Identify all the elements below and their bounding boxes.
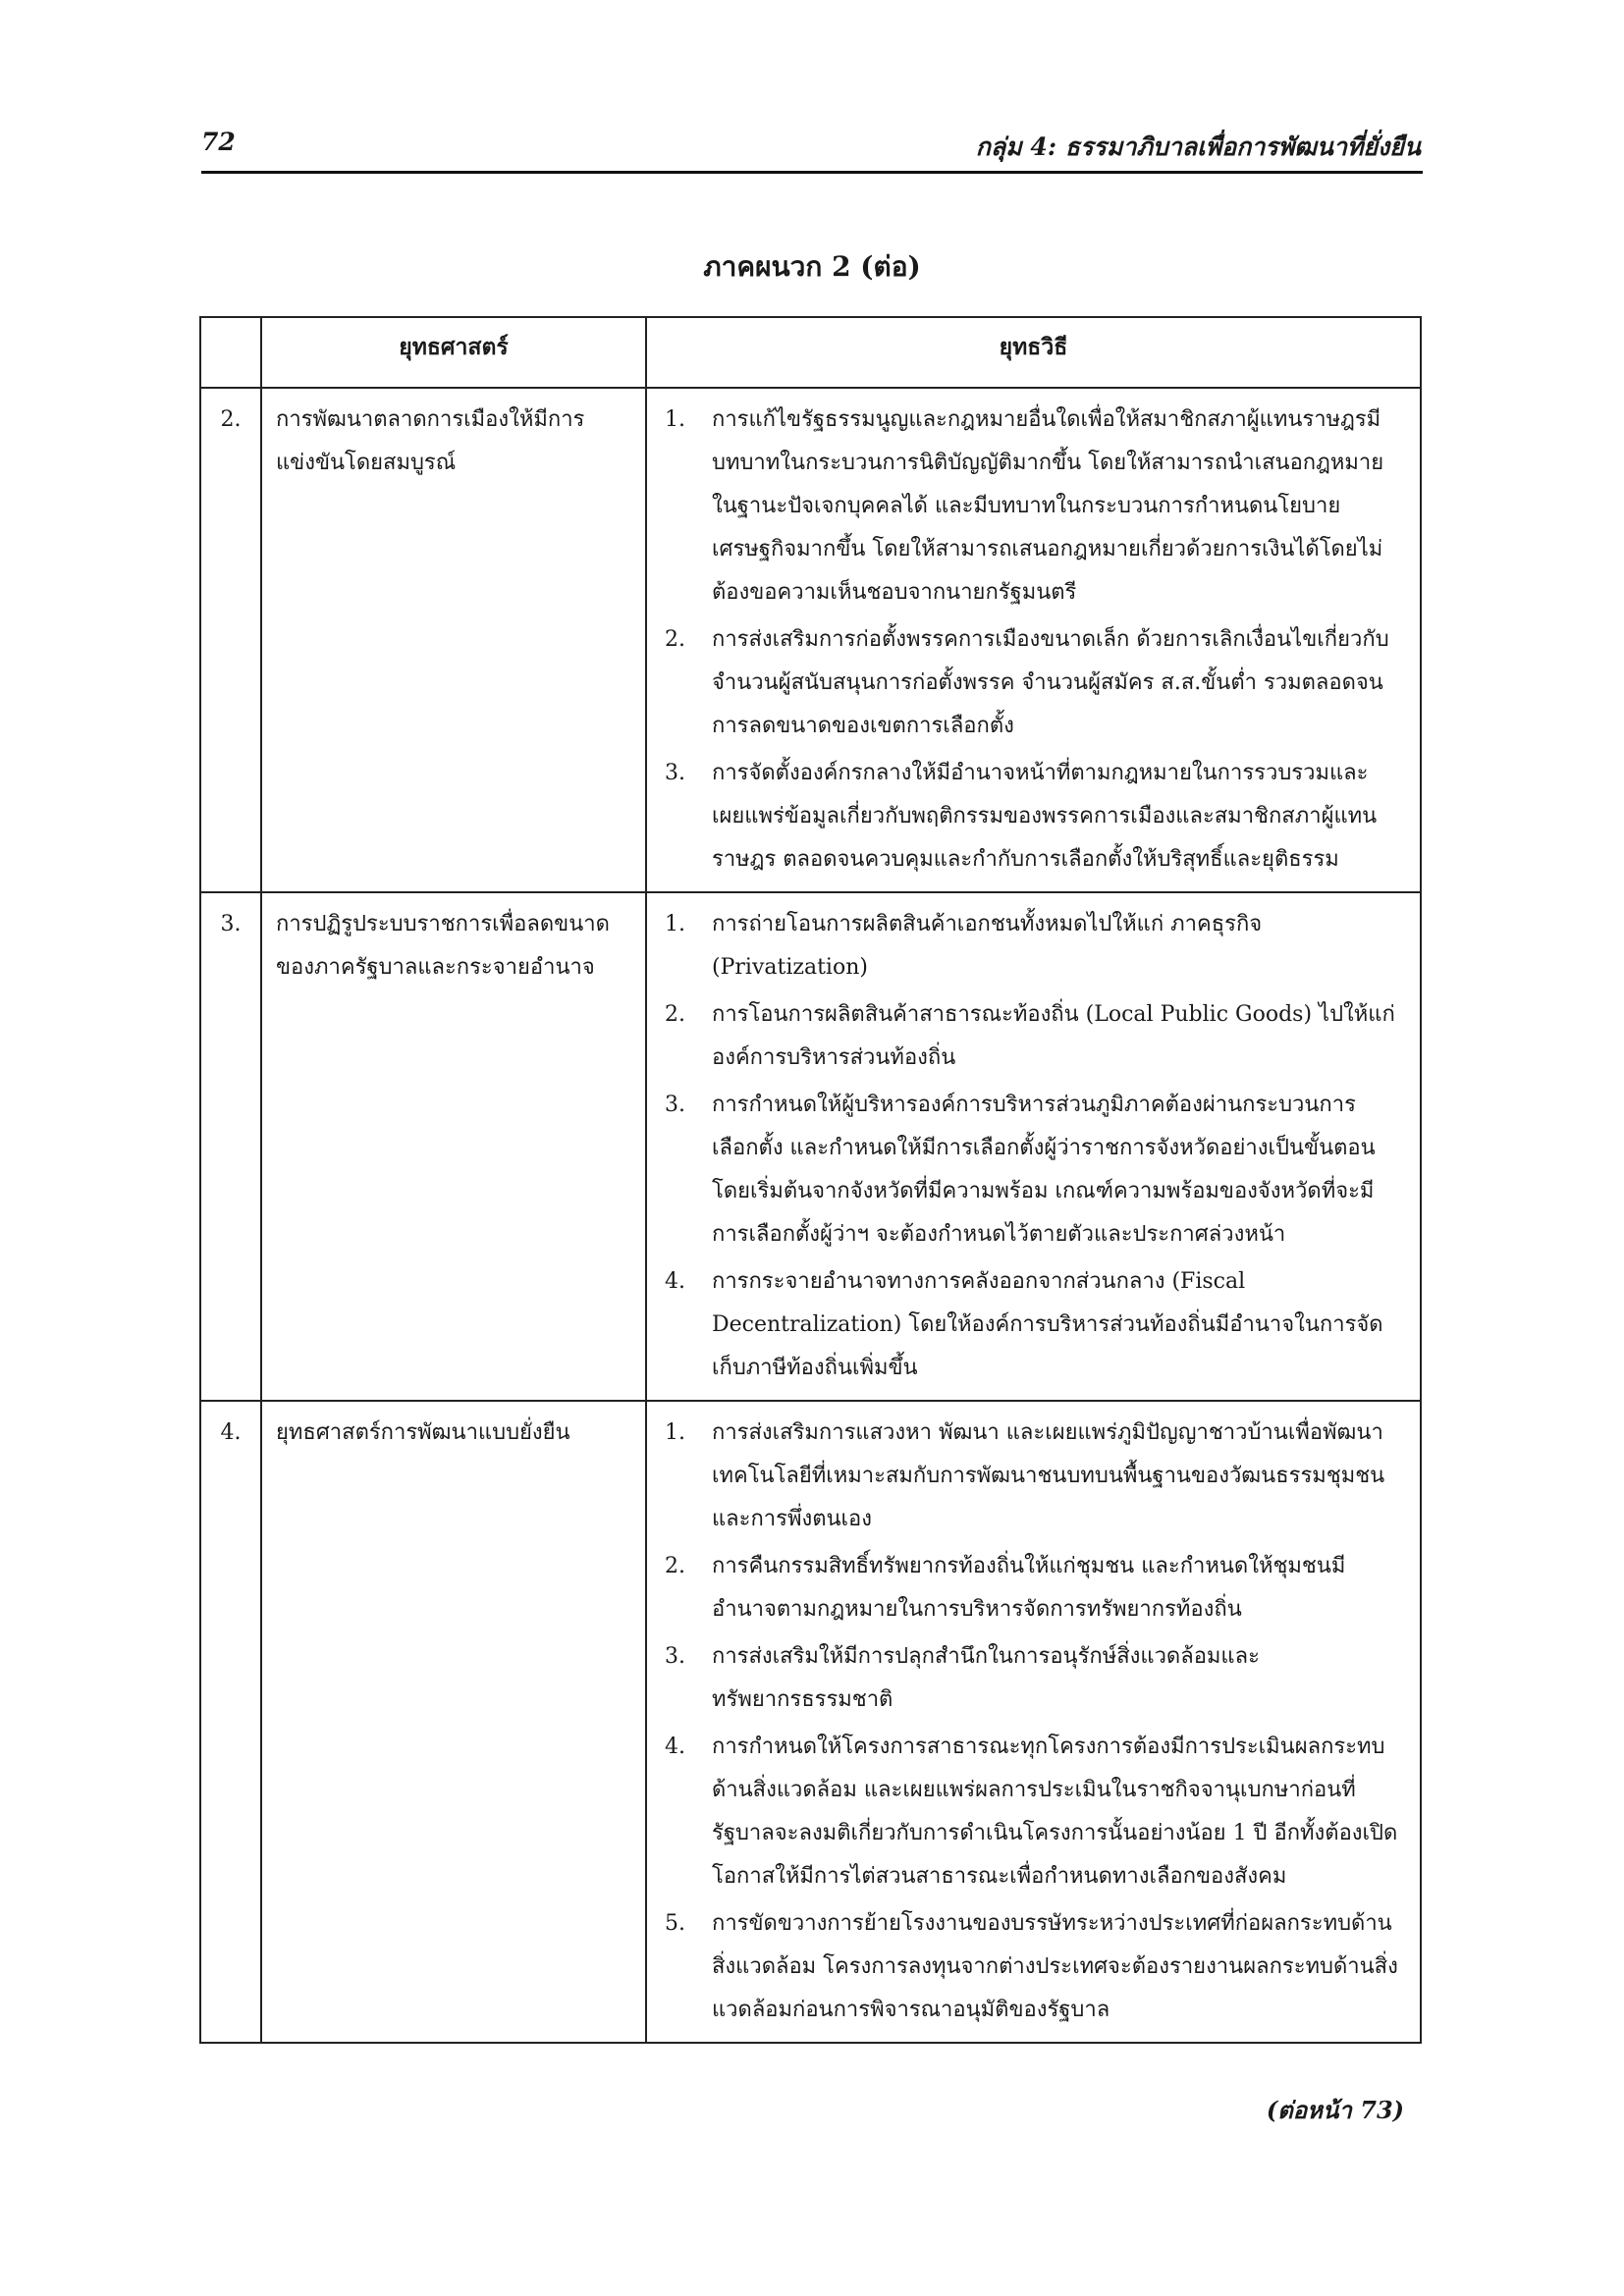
row-number: 2. — [200, 388, 261, 892]
tactic-text: การคืนกรรมสิทธิ์ทรัพยากรท้องถิ่นให้แก่ชุมชน และกำหนดให้ชุมชนมีอำนาจตามกฎหมายในการบริหารจัดการทรัพยากรท้องถิ่น — [712, 1554, 1346, 1622]
tactic-item — [659, 1412, 1400, 1541]
tactics-cell — [646, 388, 1421, 892]
tactic-text: การขัดขวางการย้ายโรงงานของบรรษัทระหว่างประเทศที่ก่อผลกระทบด้านสิ่งแวดล้อม โครงการลงทุนจากต่างประเทศจะต้องรายงานผลกระทบด้านสิ่งแวดล้อมก่อนการพิจารณาอนุมัติของรัฐบาล — [712, 1911, 1398, 2022]
tactic-item — [659, 618, 1400, 748]
tactic-number: 3. — [665, 1644, 685, 1669]
row-number: 4. — [200, 1401, 261, 2043]
strategy-cell: การปฏิรูประบบราชการเพื่อลดขนาดของภาครัฐบาลและกระจายอำนาจ — [261, 892, 646, 1401]
tactic-item — [659, 993, 1400, 1080]
tactic-item — [659, 399, 1400, 614]
tactics-cell — [646, 892, 1421, 1401]
page-title: ภาคผนวก 2 (ต่อ) — [703, 250, 921, 283]
tactic-item — [659, 1635, 1400, 1722]
running-title: กลุ่ม 4: ธรรมาภิบาลเพื่อการพัฒนาที่ยั่งยืน — [975, 133, 1421, 161]
tactic-text: การกำหนดให้ผู้บริหารองค์การบริหารส่วนภูมิภาคต้องผ่านกระบวนการเลือกตั้ง และกำหนดให้มีการเลือกตั้งผู้ว่าราชการจังหวัดอย่างเป็นขั้นตอน โดยเริ่มต้นจากจังหวัดที่มีความพร้อม เกณฑ์ความพร้อมของจังหวัดที่จะมีการเลือกตั้งผู้ว่าฯ จะต้องกำหนดไว้ตายตัวและประกาศล่วงหน้า — [712, 1093, 1376, 1247]
header-num — [200, 317, 261, 388]
tactic-item — [659, 1902, 1400, 2032]
table-row — [200, 388, 1421, 892]
table-row — [200, 892, 1421, 1401]
tactic-number: 4. — [665, 1269, 685, 1294]
tactic-item — [659, 903, 1400, 989]
tactic-text: การถ่ายโอนการผลิตสินค้าเอกชนทั้งหมดไปให้แก่ ภาคธุรกิจ (Privatization) — [712, 912, 1263, 980]
tactic-number: 1. — [665, 1420, 685, 1445]
tactic-number: 1. — [665, 912, 685, 936]
tactic-number: 2. — [665, 1554, 685, 1578]
table-row — [200, 1401, 1421, 2043]
tactic-item — [659, 1726, 1400, 1898]
table-header-row — [200, 317, 1421, 388]
tactic-item — [659, 1545, 1400, 1631]
tactic-text: การกระจายอำนาจทางการคลังออกจากส่วนกลาง (Fiscal Decentralization) โดยให้องค์การบริหารส่วนท้องถิ่นมีอำนาจในการจัดเก็บภาษีท้องถิ่นเพิ่มขึ้น — [712, 1269, 1383, 1380]
header-tactics: ยุทธวิธี — [646, 317, 1421, 388]
tactic-number: 3. — [665, 1093, 685, 1117]
tactic-number: 1. — [665, 407, 685, 432]
tactics-cell — [646, 1401, 1421, 2043]
tactic-item — [659, 1084, 1400, 1256]
tactic-item — [659, 1260, 1400, 1390]
tactic-text: การโอนการผลิตสินค้าสาธารณะท้องถิ่น (Local Public Goods) ไปให้แก่องค์การบริหารส่วนท้องถิ่น — [712, 1002, 1395, 1070]
page-header — [201, 122, 1423, 174]
tactic-text: การแก้ไขรัฐธรรมนูญและกฎหมายอื่นใดเพื่อให้สมาชิกสภาผู้แทนราษฎรมีบทบาทในกระบวนการนิติบัญญัติมากขึ้น โดยให้สามารถนำเสนอกฎหมายในฐานะปัจเจกบุคคลได้ และมีบทบาทในกระบวนการกำหนดนโยบายเศรษฐกิจมากขึ้น โดยให้สามารถเสนอกฎหมายเกี่ยวด้วยการเงินได้โดยไม่ต้องขอความเห็นชอบจากนายกรัฐมนตรี — [712, 407, 1384, 605]
strategy-cell: ยุทธศาสตร์การพัฒนาแบบยั่งยืน — [261, 1401, 646, 2043]
tactic-number: 2. — [665, 627, 685, 652]
strategy-cell: การพัฒนาตลาดการเมืองให้มีการแข่งขันโดยสมบูรณ์ — [261, 388, 646, 892]
tactic-number: 4. — [665, 1735, 685, 1759]
tactic-number: 3. — [665, 761, 685, 785]
tactic-text: การส่งเสริมการก่อตั้งพรรคการเมืองขนาดเล็ก ด้วยการเลิกเงื่อนไขเกี่ยวกับจำนวนผู้สนับสนุนการก่อตั้งพรรค จำนวนผู้สมัคร ส.ส.ขั้นต่ำ รวมตลอดจนการลดขนาดของเขตการเลือกตั้ง — [712, 627, 1389, 738]
tactic-text: การส่งเสริมการแสวงหา พัฒนา และเผยแพร่ภูมิปัญญาชาวบ้านเพื่อพัฒนาเทคโนโลยีที่เหมาะสมกับการพัฒนาชนบทบนพื้นฐานของวัฒนธรรมชุมชนและการพึ่งตนเอง — [712, 1420, 1385, 1531]
tactic-text: การส่งเสริมให้มีการปลุกสำนึกในการอนุรักษ์สิ่งแวดล้อมและทรัพยากรธรรมชาติ — [712, 1644, 1260, 1712]
page-number: 72 — [201, 128, 236, 156]
tactic-item — [659, 752, 1400, 881]
row-number: 3. — [200, 892, 261, 1401]
tactic-number: 5. — [665, 1911, 685, 1936]
appendix-table — [199, 316, 1422, 2044]
tactic-text: การกำหนดให้โครงการสาธารณะทุกโครงการต้องมีการประเมินผลกระทบด้านสิ่งแวดล้อม และเผยแพร่ผลการประเมินในราชกิจจานุเบกษาก่อนที่รัฐบาลจะลงมติเกี่ยวกับการดำเนินโครงการนั้นอย่างน้อย 1 ปี อีกทั้งต้องเปิดโอกาสให้มีการไต่สวนสาธารณะเพื่อกำหนดทางเลือกของสังคม — [712, 1735, 1398, 1889]
tactic-text: การจัดตั้งองค์กรกลางให้มีอำนาจหน้าที่ตามกฎหมายในการรวบรวมและเผยแพร่ข้อมูลเกี่ยวกับพฤติกรรมของพรรคการเมืองและสมาชิกสภาผู้แทนราษฎร ตลอดจนควบคุมและกำกับการเลือกตั้งให้บริสุทธิ์และยุติธรรม — [712, 761, 1378, 872]
tactic-number: 2. — [665, 1002, 685, 1027]
continued-note: (ต่อหน้า 73) — [1266, 2096, 1404, 2124]
header-strategy: ยุทธศาสตร์ — [261, 317, 646, 388]
